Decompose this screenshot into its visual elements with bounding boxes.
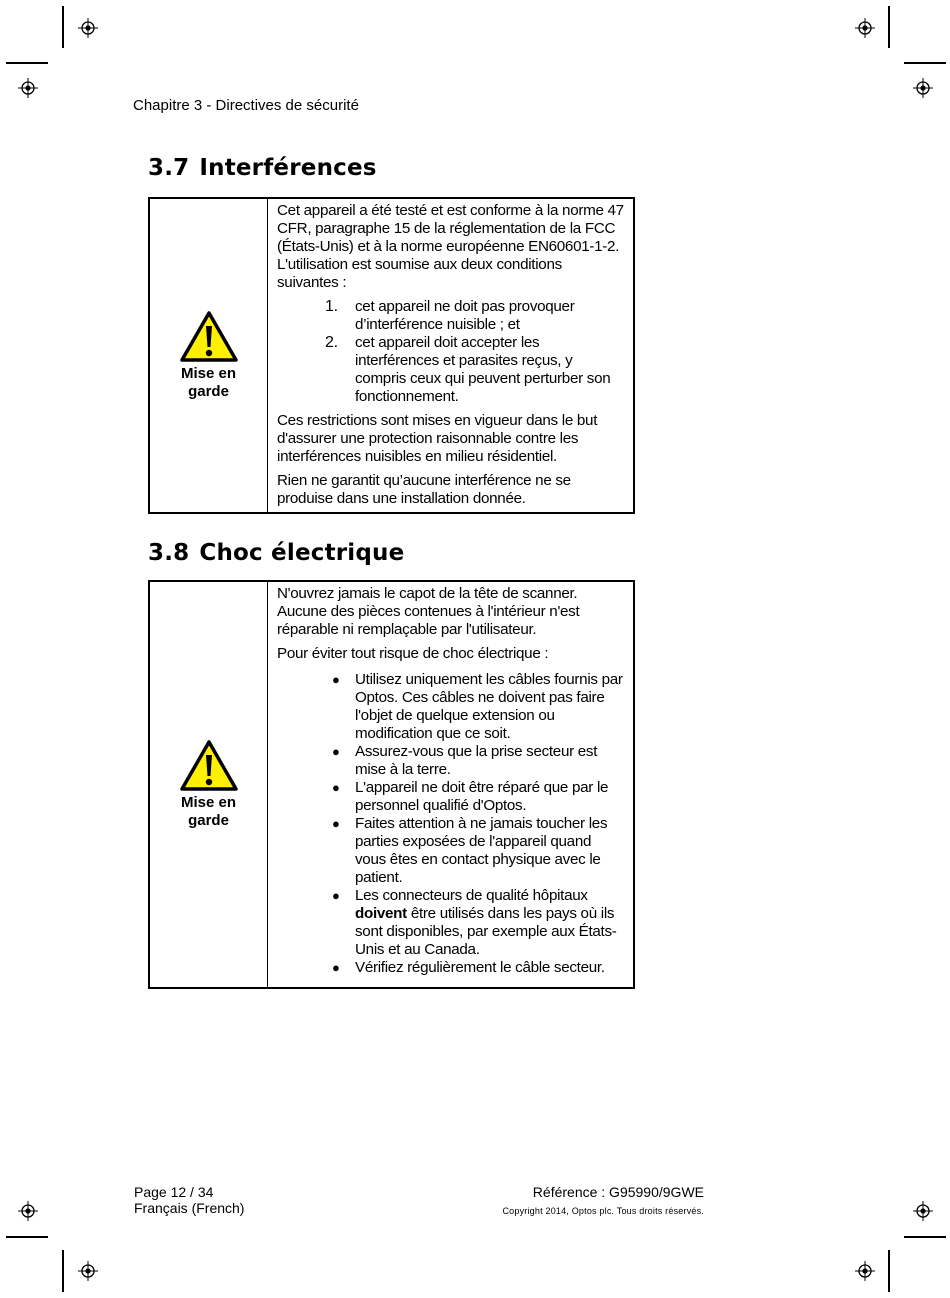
crop-mark <box>904 62 946 64</box>
list-item <box>277 334 624 406</box>
body-paragraph: Ces restrictions sont mises en vigueur dans le but d'assurer une protection raisonnable contre les interférences nuisibles en milieu résidentiel. <box>277 412 598 465</box>
warning-triangle-icon <box>180 740 238 792</box>
bullet-icon: ● <box>332 888 340 903</box>
registration-mark-icon <box>913 1201 933 1221</box>
crop-mark <box>888 1250 890 1292</box>
registration-mark-icon <box>855 18 875 38</box>
section-heading <box>148 155 377 181</box>
precautions-list <box>277 671 624 977</box>
list-item-text: Assurez-vous que la prise secteur est mise à la terre. <box>355 743 598 778</box>
warning-side-cell <box>149 198 268 513</box>
list-item-text: cet appareil doit accepter les interférences et parasites reçus, y compris ceux qui peuvent perturber son fonctionnement. <box>355 334 611 405</box>
registration-mark-icon <box>18 1201 38 1221</box>
section-number: 3.7 <box>148 155 190 181</box>
list-item <box>277 743 624 779</box>
section-title: Choc électrique <box>199 540 405 566</box>
list-marker: 2. <box>325 334 338 351</box>
footer-language: Français (French) <box>134 1200 245 1216</box>
warning-label: Mise en garde <box>180 364 237 400</box>
registration-mark-icon <box>78 1261 98 1281</box>
copyright-notice: Copyright 2014, Optos plc. Tous droits réservés. <box>502 1206 704 1216</box>
footer-left <box>134 1184 244 1216</box>
body-paragraph: Rien ne garantit qu’aucune interférence ne se produise dans une installation donnée. <box>277 472 571 507</box>
list-item-text: Faites attention à ne jamais toucher les parties exposées de l'appareil quand vous êtes en contact physique avec le patient. <box>355 815 608 886</box>
registration-mark-icon <box>913 78 933 98</box>
bullet-icon: ● <box>332 744 340 759</box>
footer-right <box>502 1184 704 1219</box>
list-item-text: L'appareil ne doit être réparé que par le personnel qualifié d'Optos. <box>355 779 609 814</box>
list-item <box>277 887 624 959</box>
registration-mark-icon <box>78 18 98 38</box>
bullet-icon: ● <box>332 960 340 975</box>
crop-mark <box>62 1250 64 1292</box>
registration-mark-icon <box>855 1261 875 1281</box>
list-item-text: cet appareil ne doit pas provoquer d’interférence nuisible ; et <box>355 298 575 333</box>
crop-mark <box>6 1236 48 1238</box>
bullet-icon: ● <box>332 816 340 831</box>
list-item <box>277 298 624 334</box>
registration-mark-icon <box>18 78 38 98</box>
crop-mark <box>888 6 890 48</box>
list-item <box>277 959 624 977</box>
section-number: 3.8 <box>148 540 190 566</box>
intro-paragraph: N'ouvrez jamais le capot de la tête de scanner. Aucune des pièces contenues à l'intérieur n'est réparable ni remplaçable par l'utilisateur. <box>277 585 580 638</box>
section-title: Interférences <box>199 155 377 181</box>
chapter-header: Chapitre 3 - Directives de sécurité <box>133 97 359 114</box>
warning-triangle-icon <box>180 311 238 363</box>
list-item-text: Vérifiez régulièrement le câble secteur. <box>355 959 605 976</box>
warning-box-electric-shock <box>148 580 635 989</box>
warning-label: Mise en garde <box>180 793 237 829</box>
emphasis-text: doivent <box>355 905 407 922</box>
body-paragraph: Pour éviter tout risque de choc électrique : <box>277 645 549 662</box>
crop-mark <box>904 1236 946 1238</box>
intro-paragraph: Cet appareil a été testé et est conforme à la norme 47 CFR, paragraphe 15 de la réglementation de la FCC (États-Unis) et à la norme européenne EN60601-1-2. L'utilisation est soumise aux deux conditions suivantes : <box>277 202 624 291</box>
conditions-list <box>277 298 624 406</box>
bullet-icon: ● <box>332 780 340 795</box>
list-item-text-post: être utilisés dans les pays où ils sont disponibles, par exemple aux États-Unis et au Canada. <box>355 905 617 958</box>
list-item-text-pre: Les connecteurs de qualité hôpitaux <box>355 887 588 904</box>
list-item <box>277 815 624 887</box>
list-item <box>277 671 624 743</box>
list-marker: 1. <box>325 298 338 315</box>
list-item <box>277 779 624 815</box>
warning-content <box>268 581 635 988</box>
bullet-icon: ● <box>332 672 340 687</box>
page-number: Page 12 / 34 <box>134 1184 214 1200</box>
crop-mark <box>62 6 64 48</box>
list-item-text: Utilisez uniquement les câbles fournis par Optos. Ces câbles ne doivent pas faire l'objet de quelque extension ou modification que ce soit. <box>355 671 623 742</box>
warning-box-interference <box>148 197 635 514</box>
section-heading <box>148 540 404 566</box>
warning-side-cell <box>149 581 268 988</box>
crop-mark <box>6 62 48 64</box>
document-reference: Référence : G95990/9GWE <box>532 1184 704 1200</box>
warning-content <box>268 198 635 513</box>
